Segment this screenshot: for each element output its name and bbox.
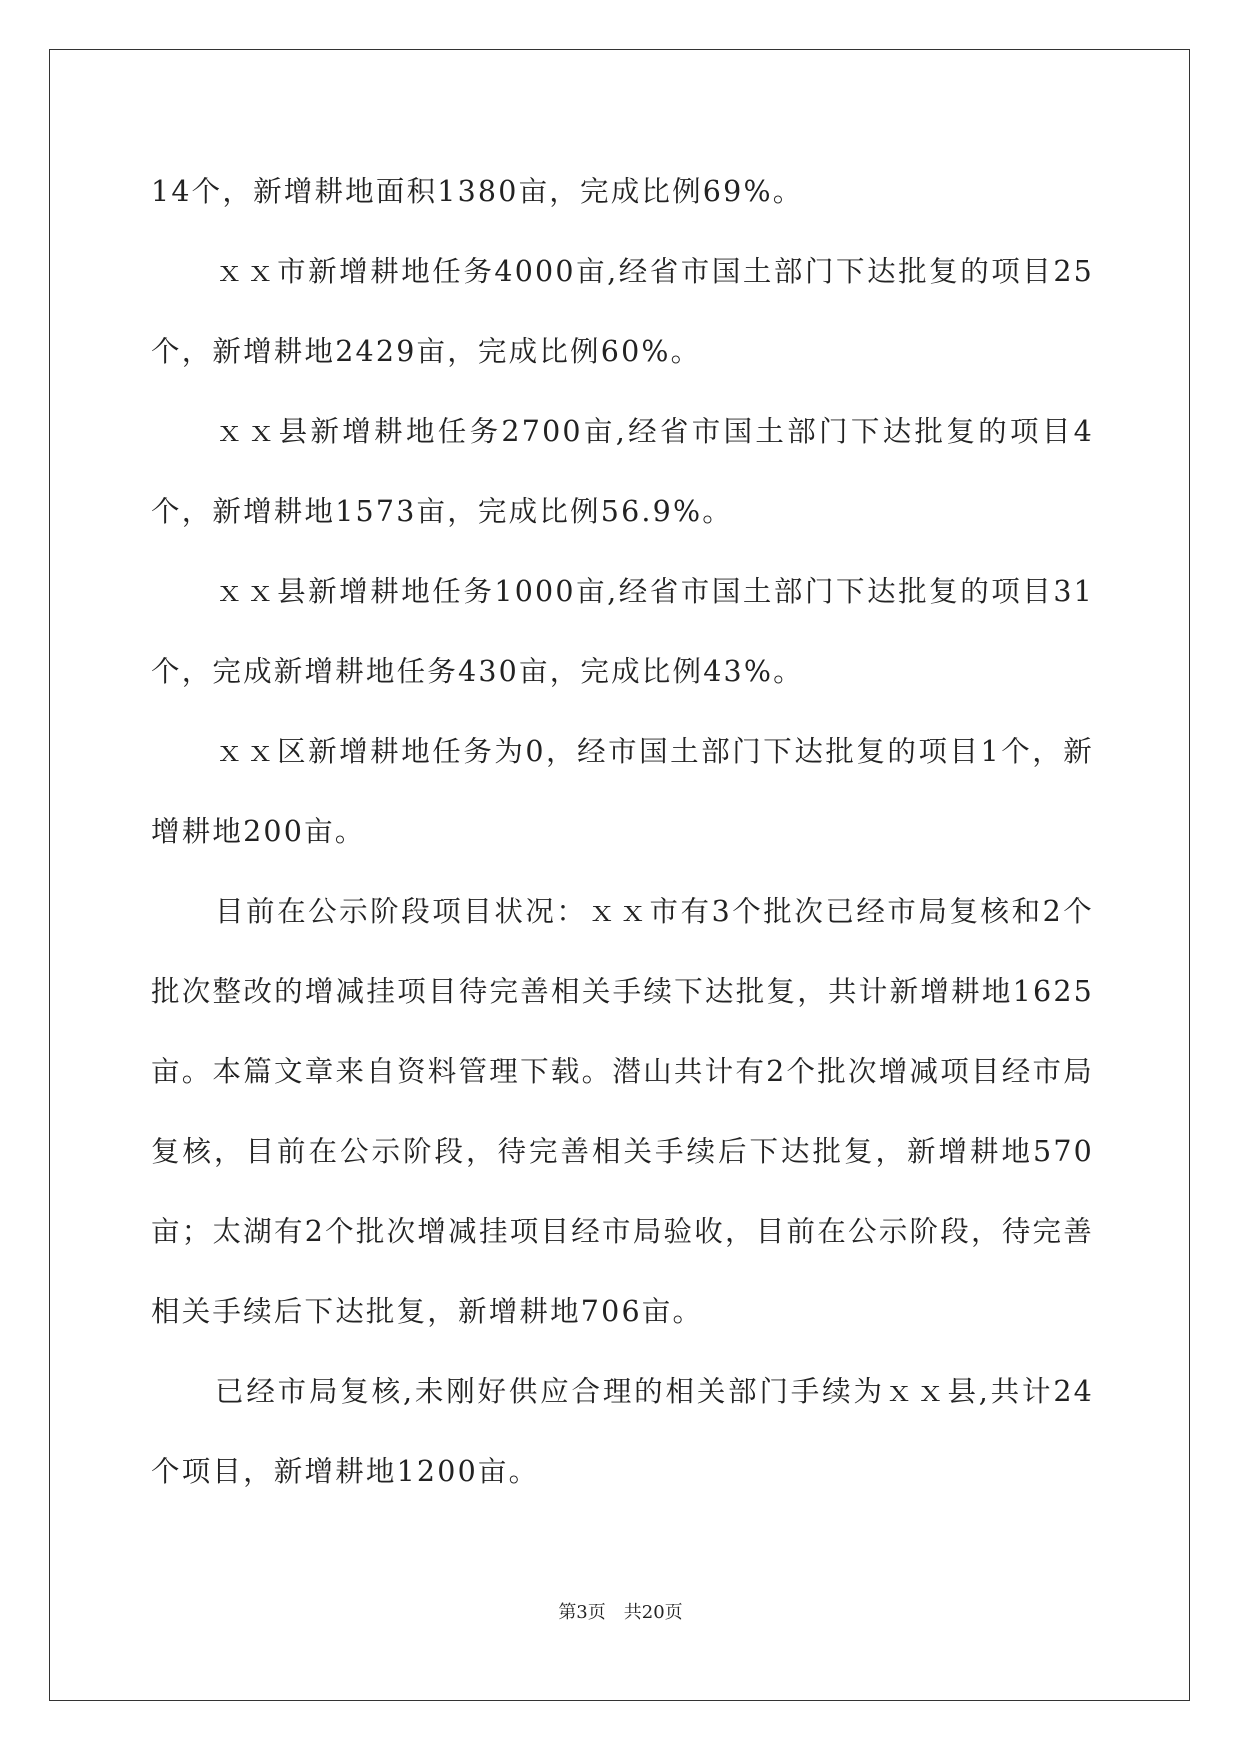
- document-body: [151, 152, 1094, 1512]
- paragraph: ｘｘ县新增耕地任务2700亩,经省市国土部门下达批复的项目4个，新增耕地1573亩，完成比例56.9%。: [151, 415, 1094, 528]
- paragraph: ｘｘ区新增耕地任务为0，经市国土部门下达批复的项目1个，新增耕地200亩。: [151, 735, 1094, 848]
- paragraph: ｘｘ市新增耕地任务4000亩,经省市国土部门下达批复的项目25个，新增耕地2429亩，完成比例60%。: [151, 255, 1094, 368]
- paragraph: ｘｘ县新增耕地任务1000亩,经省市国土部门下达批复的项目31个，完成新增耕地任务430亩，完成比例43%。: [151, 575, 1094, 688]
- page-number-footer: 第3页 共20页: [558, 1602, 683, 1623]
- paragraph: 已经市局复核,未刚好供应合理的相关部门手续为ｘｘ县,共计24个项目，新增耕地1200亩。: [151, 1375, 1094, 1488]
- paragraph: 目前在公示阶段项目状况：ｘｘ市有3个批次已经市局复核和2个批次整改的增减挂项目待完善相关手续下达批复，共计新增耕地1625亩。本篇文章来自资料管理下载。潜山共计有2个批次增减项目经市局复核，目前在公示阶段，待完善相关手续后下达批复，新增耕地570亩；太湖有2个批次增减挂项目经市局验收，目前在公示阶段，待完善相关手续后下达批复，新增耕地706亩。: [151, 895, 1094, 1328]
- paragraph: 14个，新增耕地面积1380亩，完成比例69%。: [151, 175, 804, 208]
